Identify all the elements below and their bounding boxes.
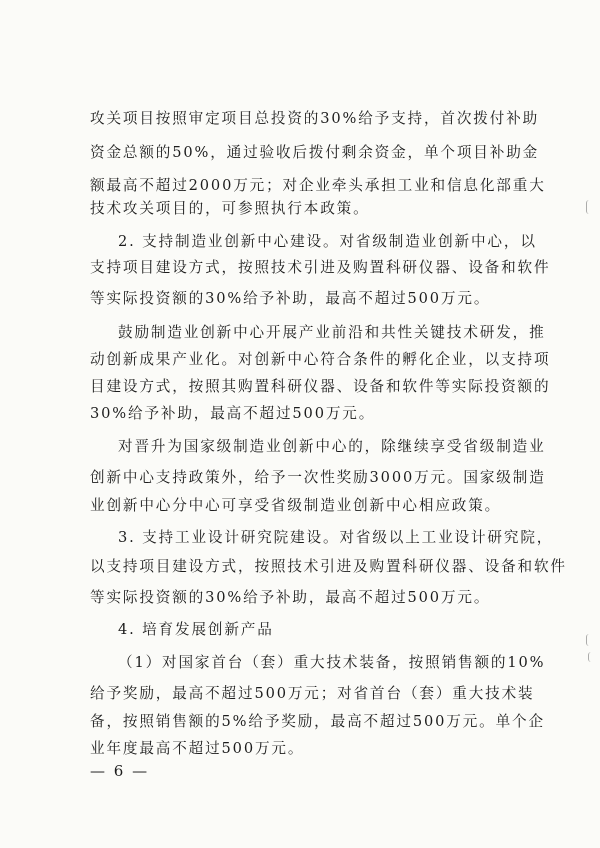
paragraph-line: 支持项目建设方式，按照技术引进及购置科研仪器、设备和软件 <box>90 259 551 276</box>
paragraph-line: 资金总额的50%，通过验收后拨付剩余资金，单个项目补助金 <box>90 144 540 161</box>
section-heading-2: 2. 支持制造业创新中心建设。对省级制造业创新中心，以 <box>118 233 537 250</box>
paragraph-line: 备，按照销售额的5%给予奖励，最高不超过500万元。单个企 <box>90 713 545 730</box>
paragraph-line: 目建设方式，按照其购置科研仪器、设备和软件等实际投资额的 <box>90 378 551 395</box>
paragraph-line: 技术攻关项目的，可参照执行本政策。 <box>90 200 370 217</box>
binding-hole-mark <box>586 634 593 646</box>
paragraph-line: （1）对国家首台（套）重大技术装备，按照销售额的10% <box>118 654 546 671</box>
paragraph-line: 等实际投资额的30%给予补助，最高不超过500万元。 <box>90 290 491 307</box>
paragraph-line: 对晋升为国家级制造业创新中心的，除继续享受省级制造业 <box>118 438 546 455</box>
paragraph-line: 以支持项目建设方式，按照技术引进及购置科研仪器、设备和软件 <box>90 558 567 575</box>
paragraph-line: 动创新成果产业化。对创新中心符合条件的孵化企业，以支持项 <box>90 351 551 368</box>
paragraph-line: 30%给予补助，最高不超过500万元。 <box>90 405 376 422</box>
paragraph-line: 等实际投资额的30%给予补助，最高不超过500万元。 <box>90 589 491 606</box>
paragraph-line: 创新中心支持政策外，给予一次性奖励3000万元。国家级制造 <box>90 469 546 486</box>
paragraph-line: 给予奖励，最高不超过500万元；对省首台（套）重大技术装 <box>90 685 535 702</box>
page-number: — 6 — <box>90 762 150 780</box>
paragraph-line: 业年度最高不超过500万元。 <box>90 740 305 757</box>
paragraph-line: 鼓励制造业创新中心开展产业前沿和共性关键技术研发，推 <box>118 324 546 341</box>
binding-hole-mark <box>588 652 595 662</box>
paragraph-line: 业创新中心分中心可享受省级制造业创新中心相应政策。 <box>90 497 502 514</box>
paragraph-line: 攻关项目按照审定项目总投资的30%给予支持，首次拨付补助 <box>90 110 540 127</box>
paragraph-line: 额最高不超过2000万元；对企业牵头承担工业和信息化部重大 <box>90 177 546 194</box>
section-heading-4: 4. 培育发展创新产品 <box>118 621 274 638</box>
section-heading-3: 3. 支持工业设计研究院建设。对省级以上工业设计研究院， <box>118 529 554 546</box>
binding-hole-mark <box>586 200 593 214</box>
